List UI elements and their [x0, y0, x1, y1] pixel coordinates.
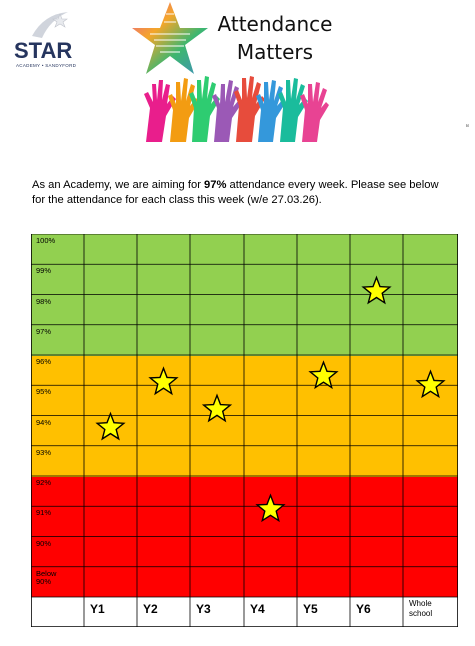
column-label: Y6: [356, 602, 371, 616]
attendance-star-y2: [150, 368, 177, 393]
row-label: 90%: [36, 538, 52, 548]
row-label: 98%: [36, 296, 52, 306]
row-label: 96%: [36, 357, 52, 366]
column-label: Y3: [196, 602, 211, 616]
page-title: [200, 10, 350, 66]
attendance-star-whole-school: [417, 371, 444, 396]
logo-star-icon: [30, 10, 70, 40]
row-label: 100%: [36, 236, 56, 245]
academy-logo: [6, 10, 80, 72]
column-label: Y4: [250, 602, 265, 616]
logo-text: STAR: [14, 38, 73, 63]
grid-lines: [31, 234, 458, 627]
attendance-star-y6: [363, 278, 390, 303]
row-label: 93%: [36, 447, 52, 457]
attendance-star-y1: [97, 414, 124, 439]
column-label: Y1: [90, 602, 105, 616]
row-label: 91%: [36, 508, 52, 518]
raised-hands-icon: [140, 74, 330, 144]
column-label: Y5: [303, 602, 318, 616]
row-label: Below 90%: [36, 568, 57, 586]
intro-text: [32, 178, 452, 208]
column-label: Y2: [143, 602, 158, 616]
intro-before: As an Academy, we are aiming for: [32, 179, 205, 191]
attendance-star-y4: [257, 495, 284, 520]
logo-subtext: ACADEMY • SANDYFORD: [16, 63, 77, 68]
stray-mark-icon: ʶ: [466, 122, 469, 131]
row-label: 94%: [36, 417, 52, 427]
column-label: Whole school: [409, 599, 433, 618]
word-cloud-star-icon: [130, 0, 210, 78]
row-label: 99%: [36, 266, 52, 276]
row-label: 95%: [36, 387, 52, 397]
attendance-star-y3: [204, 395, 231, 420]
intro-after: attendance every week. Please see below for the attendance for each class this week (w/e 27.03.26).: [32, 179, 439, 206]
title-line-1: Attendance: [217, 12, 333, 36]
attendance-star-y5: [310, 362, 337, 387]
intro-target: 97%: [204, 179, 227, 191]
row-label: 92%: [36, 478, 52, 487]
row-label: 97%: [36, 326, 52, 336]
attendance-grid: [31, 234, 458, 627]
title-line-2: Matters: [236, 40, 314, 64]
